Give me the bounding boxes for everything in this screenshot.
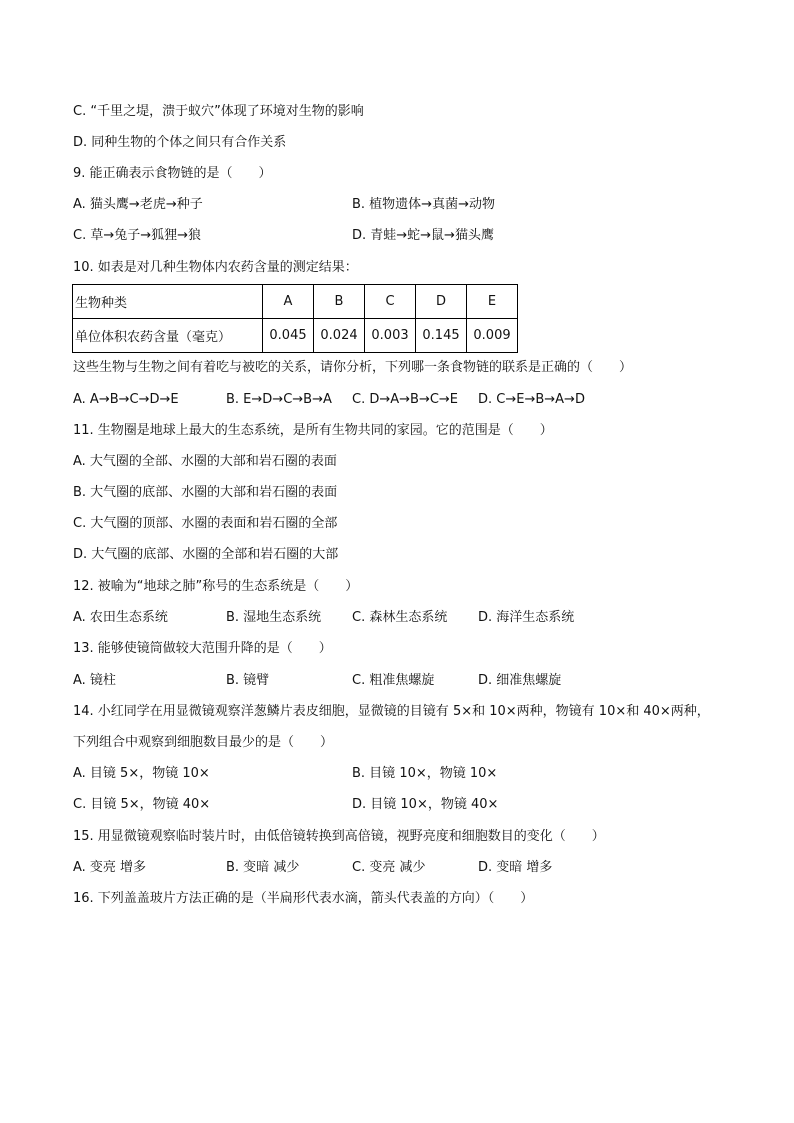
q9-option-a: A. 猫头鹰→老虎→种子 <box>73 197 203 212</box>
q9-option-d: D. 青蛙→蛇→鼠→猫头鹰 <box>352 228 494 243</box>
question-12: 12. 被喻为“地球之肺”称号的生态系统是（ ） <box>73 579 359 594</box>
q8-option-c: C. “千里之堤，溃于蚁穴”体现了环境对生物的影响 <box>73 104 364 119</box>
q15-option-b: B. 变暗 减少 <box>226 860 300 875</box>
q10-option-d: D. C→E→B→A→D <box>478 392 585 407</box>
q11-option-c: C. 大气圈的顶部、水圈的表面和岩石圈的全部 <box>73 516 338 531</box>
q9-option-b: B. 植物遗体→真菌→动物 <box>352 197 495 212</box>
table-cell: B <box>314 285 365 319</box>
q14-option-a: A. 目镜 5×，物镜 10× <box>73 766 210 781</box>
q9-option-c: C. 草→兔子→狐狸→狼 <box>73 228 202 243</box>
table-cell: A <box>263 285 314 319</box>
question-15: 15. 用显微镜观察临时装片时，由低倍镜转换到高倍镜，视野亮度和细胞数目的变化（ ） <box>73 829 605 844</box>
q10-text: 这些生物与生物之间有着吃与被吃的关系，请你分析，下列哪一条食物链的联系是正确的（ ） <box>73 360 633 375</box>
q12-option-c: C. 森林生态系统 <box>352 610 448 625</box>
table-cell: D <box>416 285 467 319</box>
q12-option-b: B. 湿地生态系统 <box>226 610 322 625</box>
q11-option-d: D. 大气圈的底部、水圈的全部和岩石圈的大部 <box>73 547 339 562</box>
table-cell: 0.024 <box>314 319 365 353</box>
q15-option-a: A. 变亮 增多 <box>73 860 147 875</box>
table-cell: 0.009 <box>467 319 518 353</box>
table-cell: C <box>365 285 416 319</box>
q15-option-d: D. 变暗 增多 <box>478 860 553 875</box>
pesticide-table <box>72 284 518 353</box>
question-14: 14. 小红同学在用显微镜观察洋葱鳞片表皮细胞，显微镜的目镜有 5×和 10×两种，物镜有 10×和 40×两种， <box>73 704 710 719</box>
question-9: 9. 能正确表示食物链的是（ ） <box>73 166 272 181</box>
q12-option-a: A. 农田生态系统 <box>73 610 168 625</box>
question-16: 16. 下列盖盖玻片方法正确的是（半扁形代表水滴，箭头代表盖的方向）（ ） <box>73 891 534 906</box>
q8-option-d: D. 同种生物的个体之间只有合作关系 <box>73 135 287 150</box>
question-14-cont: 下列组合中观察到细胞数目最少的是（ ） <box>73 735 334 750</box>
question-11: 11. 生物圈是地球上最大的生态系统，是所有生物共同的家园。它的范围是（ ） <box>73 423 553 438</box>
q13-option-c: C. 粗准焦螺旋 <box>352 673 435 688</box>
q10-option-a: A. A→B→C→D→E <box>73 392 179 407</box>
q13-option-d: D. 细准焦螺旋 <box>478 673 562 688</box>
table-cell: 0.003 <box>365 319 416 353</box>
question-10: 10. 如表是对几种生物体内农药含量的测定结果： <box>73 260 358 275</box>
q10-option-b: B. E→D→C→B→A <box>226 392 332 407</box>
q13-option-b: B. 镜臂 <box>226 673 270 688</box>
q10-option-c: C. D→A→B→C→E <box>352 392 459 407</box>
q14-option-b: B. 目镜 10×，物镜 10× <box>352 766 498 781</box>
table-cell: E <box>467 285 518 319</box>
table-header-row <box>73 285 518 319</box>
question-13: 13. 能够使镜筒做较大范围升降的是（ ） <box>73 641 332 656</box>
q11-option-a: A. 大气圈的全部、水圈的大部和岩石圈的表面 <box>73 454 337 469</box>
table-cell: 生物种类 <box>73 285 263 319</box>
table-cell: 0.145 <box>416 319 467 353</box>
q14-option-d: D. 目镜 10×，物镜 40× <box>352 797 499 812</box>
q11-option-b: B. 大气圈的底部、水圈的大部和岩石圈的表面 <box>73 485 338 500</box>
q15-option-c: C. 变亮 减少 <box>352 860 426 875</box>
q12-option-d: D. 海洋生态系统 <box>478 610 575 625</box>
q13-option-a: A. 镜柱 <box>73 673 116 688</box>
q14-option-c: C. 目镜 5×，物镜 40× <box>73 797 211 812</box>
table-row <box>73 319 518 353</box>
table-cell: 单位体积农药含量（毫克） <box>73 319 263 353</box>
table-cell: 0.045 <box>263 319 314 353</box>
